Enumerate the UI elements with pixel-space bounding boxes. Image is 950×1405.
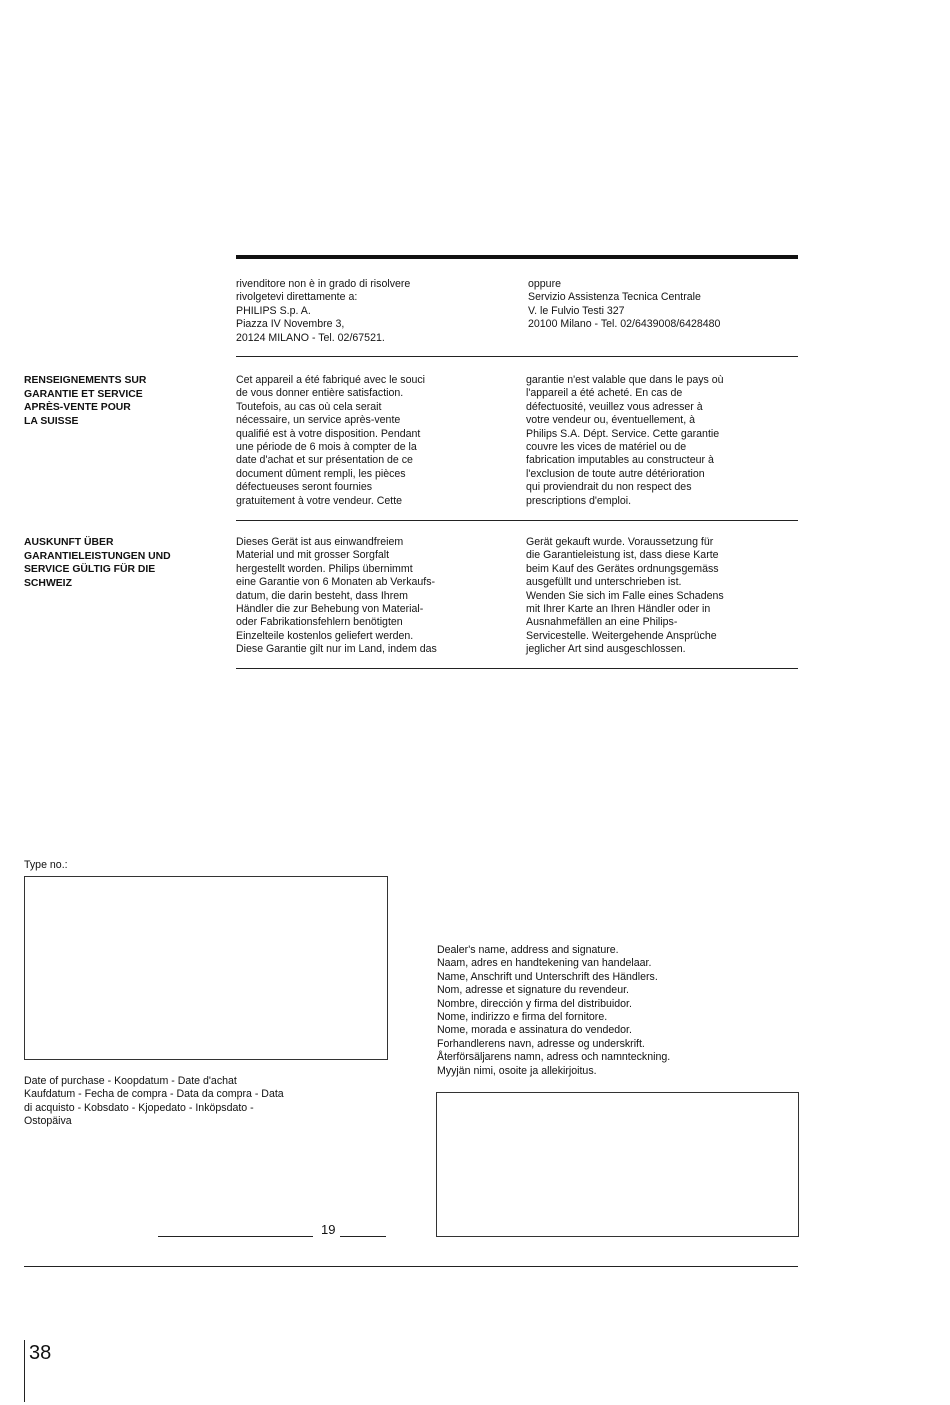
swiss-de-heading: AUSKUNFT ÜBER GARANTIELEISTUNGEN UND SERVICE GÜLTIG FÜR DIE SCHWEIZ (24, 537, 171, 589)
date-line[interactable] (158, 1236, 313, 1237)
swiss-de-col-2: Gerät gekauft wurde. Voraussetzung für die Garantieleistung ist, dass diese Karte beim Kauf des Gerätes ordnungsgemäss ausgefüllt und unterschrieben ist. Wenden Sie sich im Falle eines Schadens mit Ihrer Karte an Ihren Händler oder in Ausnahmefällen an eine Philips- Servicestelle. Weitergehende Ansprüche jeglicher Art sind ausgeschlossen. (526, 536, 724, 656)
year-line[interactable] (340, 1236, 386, 1237)
swiss-de-col-1: Dieses Gerät ist aus einwandfreiem Material und mit grosser Sorgfalt hergestellt worden. Philips übernimmt eine Garantie von 6 Monaten ab Verkaufs- datum, die darin besteht, dass Ihrem Händler die zur Behebung von Material- oder Fabrikationsfehlern benötigten Einzelteile kostenlos geliefert werden. Diese Garantie gilt nur im Land, indem das (236, 536, 437, 656)
year-prefix: 19 (321, 1222, 336, 1237)
bottom-rule (24, 1266, 798, 1267)
swiss-fr-col-2: garantie n'est valable que dans le pays où l'appareil a été acheté. En cas de défectuosité, veuillez vous adresser à votre vendeur ou, éventuellement, à Philips S.A. Dépt. Service. Cette garantie couvre les vices de matériel ou de fabrication imputables au constructeur à l'exclusion de toute autre détérioration qui proviendrait du non respect des prescriptions d'emploi. (526, 374, 724, 507)
page-margin-bar (24, 1340, 25, 1402)
dealer-box[interactable] (436, 1092, 799, 1237)
dealer-label: Dealer's name, address and signature. Naam, adres en handtekening van handelaar. Name, Anschrift und Unterschrift des Händlers. Nom, adresse et signature du revendeur. Nombre, dirección y firma del distribuidor. Nome, indirizzo e firma del fornitore. Nome, morada e assinatura do vendedor. Forhandlerens navn, adresse og underskrift. Återförsäljarens namn, adress och namnteckning. Myyjän nimi, osoite ja allekirjoitus. (437, 944, 671, 1077)
italy-col-2: oppure Servizio Assistenza Tecnica Centrale V. le Fulvio Testi 327 20100 Milano - Tel. 02/6439008/6428480 (528, 278, 721, 331)
divider-3 (236, 668, 798, 669)
type-no-label: Type no.: (24, 859, 68, 871)
page-number: 38 (29, 1342, 52, 1364)
swiss-fr-col-1: Cet appareil a été fabriqué avec le souci de vous donner entière satisfaction. Toutefois, au cas où cela serait nécessaire, un service après-vente qualifié est à votre disposition. Pendant une période de 6 mois à compter de la date d'achat et sur présentation de ce document dûment rempli, les pièces défectueuses seront fournies gratuitement à votre vendeur. Cette (236, 374, 426, 507)
divider-2 (236, 520, 798, 521)
type-no-box[interactable] (24, 876, 388, 1060)
swiss-fr-heading: RENSEIGNEMENTS SUR GARANTIE ET SERVICE APRÈS-VENTE POUR LA SUISSE (24, 375, 147, 427)
divider-1 (236, 356, 798, 357)
date-of-purchase-label: Date of purchase - Koopdatum - Date d'achat Kaufdatum - Fecha de compra - Data da compra - Data di acquisto - Kobsdato - Kjopedato - Inköpsdato - Ostopäiva (24, 1075, 284, 1128)
italy-col-1: rivenditore non è in grado di risolvere rivolgetevi direttamente a: PHILIPS S.p. A. Piazza IV Novembre 3, 20124 MILANO - Tel. 02/67521. (236, 278, 411, 344)
top-rule (236, 255, 798, 259)
